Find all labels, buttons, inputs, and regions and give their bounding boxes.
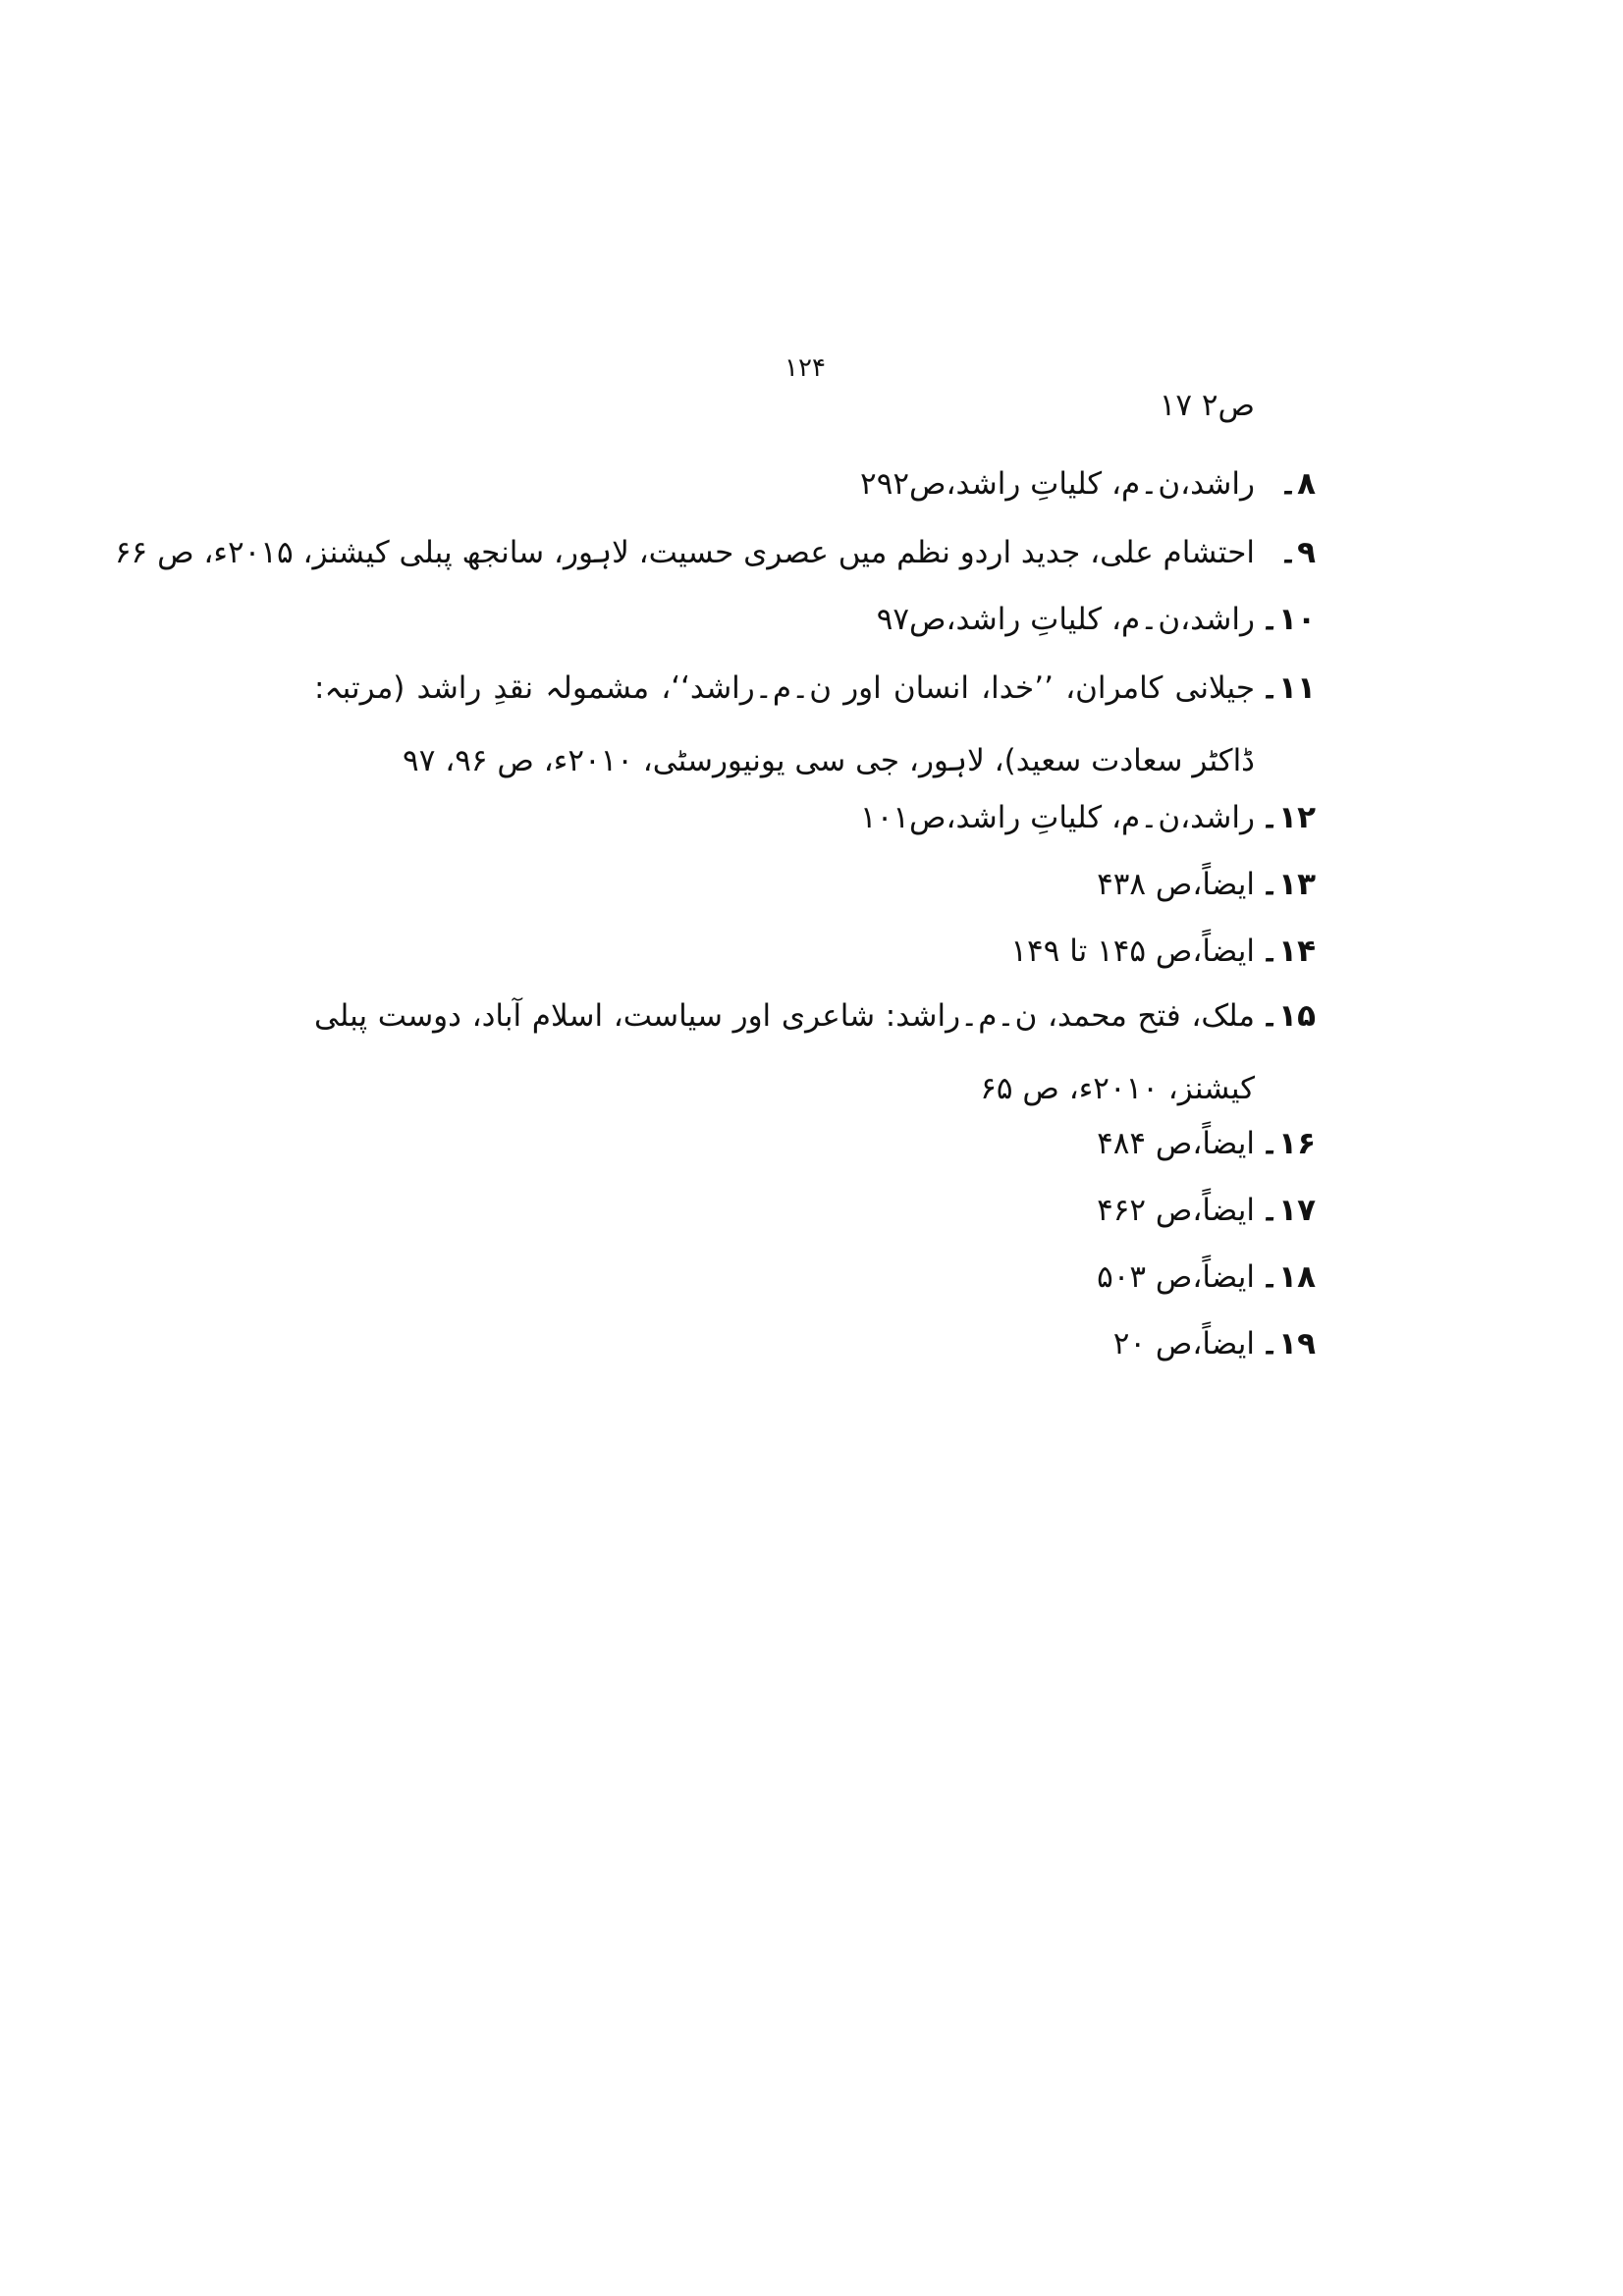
endnote-number: ۱۳۔ (1260, 867, 1316, 902)
endnote-number: ۹۔ (1278, 535, 1316, 570)
endnote-number: ۱۵۔ (1260, 998, 1316, 1034)
continuation-line: ص۲ ۱۷ (1159, 388, 1255, 423)
endnote-number: ۱۶۔ (1260, 1126, 1316, 1161)
endnote-text: احتشام علی، جدید اردو نظم میں عصری حسیت، لاہور، سانجھ پبلی کیشنز، ۲۰۱۵ء، ص ۶۶ (114, 535, 1255, 570)
endnote-13 (314, 860, 1316, 909)
endnote-text: راشد،ن۔م، کلیاتِ راشد،ص۲۹۲ (860, 466, 1255, 502)
endnote-text: ایضاً،ص ۵۰۳ (1097, 1259, 1255, 1295)
endnote-number: ۱۸۔ (1260, 1259, 1316, 1295)
endnote-8 (314, 459, 1316, 508)
endnote-number: ۱۷۔ (1260, 1193, 1316, 1228)
endnote-12 (314, 793, 1316, 842)
endnote-number: ۱۴۔ (1260, 934, 1316, 969)
endnote-text: ایضاً،ص ۲۰ (1112, 1326, 1255, 1362)
endnote-number: ۱۹۔ (1260, 1326, 1316, 1362)
endnote-number: ۱۱۔ (1260, 670, 1316, 706)
endnote-text: ایضاً،ص ۴۳۸ (1097, 867, 1255, 902)
endnote-text: راشد،ن۔م، کلیاتِ راشد،ص۱۰۱ (860, 800, 1255, 835)
endnote-text: راشد،ن۔م، کلیاتِ راشد،ص۹۷ (876, 602, 1255, 637)
endnote-number: ۸۔ (1278, 466, 1316, 502)
endnote-9 (114, 528, 1316, 577)
endnote-number: ۱۰۔ (1260, 602, 1316, 637)
endnote-10 (314, 595, 1316, 644)
endnote-text: جیلانی کامران، ’’خدا، انسان اور ن۔م۔راشد‘‘، مشمولہ نقدِ راشد (مرتبہ: ڈاکٹر سعادت سعید)، لاہور، جی سی یونیورسٹی، ۲۰۱۰ء، ص ۹۶، ۹۷ (314, 670, 1255, 778)
endnote-18 (314, 1253, 1316, 1302)
endnote-15 (314, 991, 1316, 1125)
endnote-11 (314, 664, 1316, 797)
endnote-text: ایضاً،ص ۴۸۴ (1097, 1126, 1255, 1161)
endnote-text: ملک، فتح محمد، ن۔م۔راشد: شاعری اور سیاست، اسلام آباد، دوست پبلی کیشنز، ۲۰۱۰ء، ص ۶۵ (314, 998, 1255, 1106)
endnote-text: ایضاً،ص ۱۴۵ تا ۱۴۹ (1010, 934, 1255, 969)
endnote-19 (314, 1319, 1316, 1368)
endnote-14 (314, 927, 1316, 976)
endnote-17 (314, 1186, 1316, 1235)
endnote-text: ایضاً،ص ۴۶۲ (1097, 1193, 1255, 1228)
endnote-16 (314, 1119, 1316, 1168)
endnote-number: ۱۲۔ (1260, 800, 1316, 835)
page-number: ۱۲۴ (784, 353, 826, 383)
